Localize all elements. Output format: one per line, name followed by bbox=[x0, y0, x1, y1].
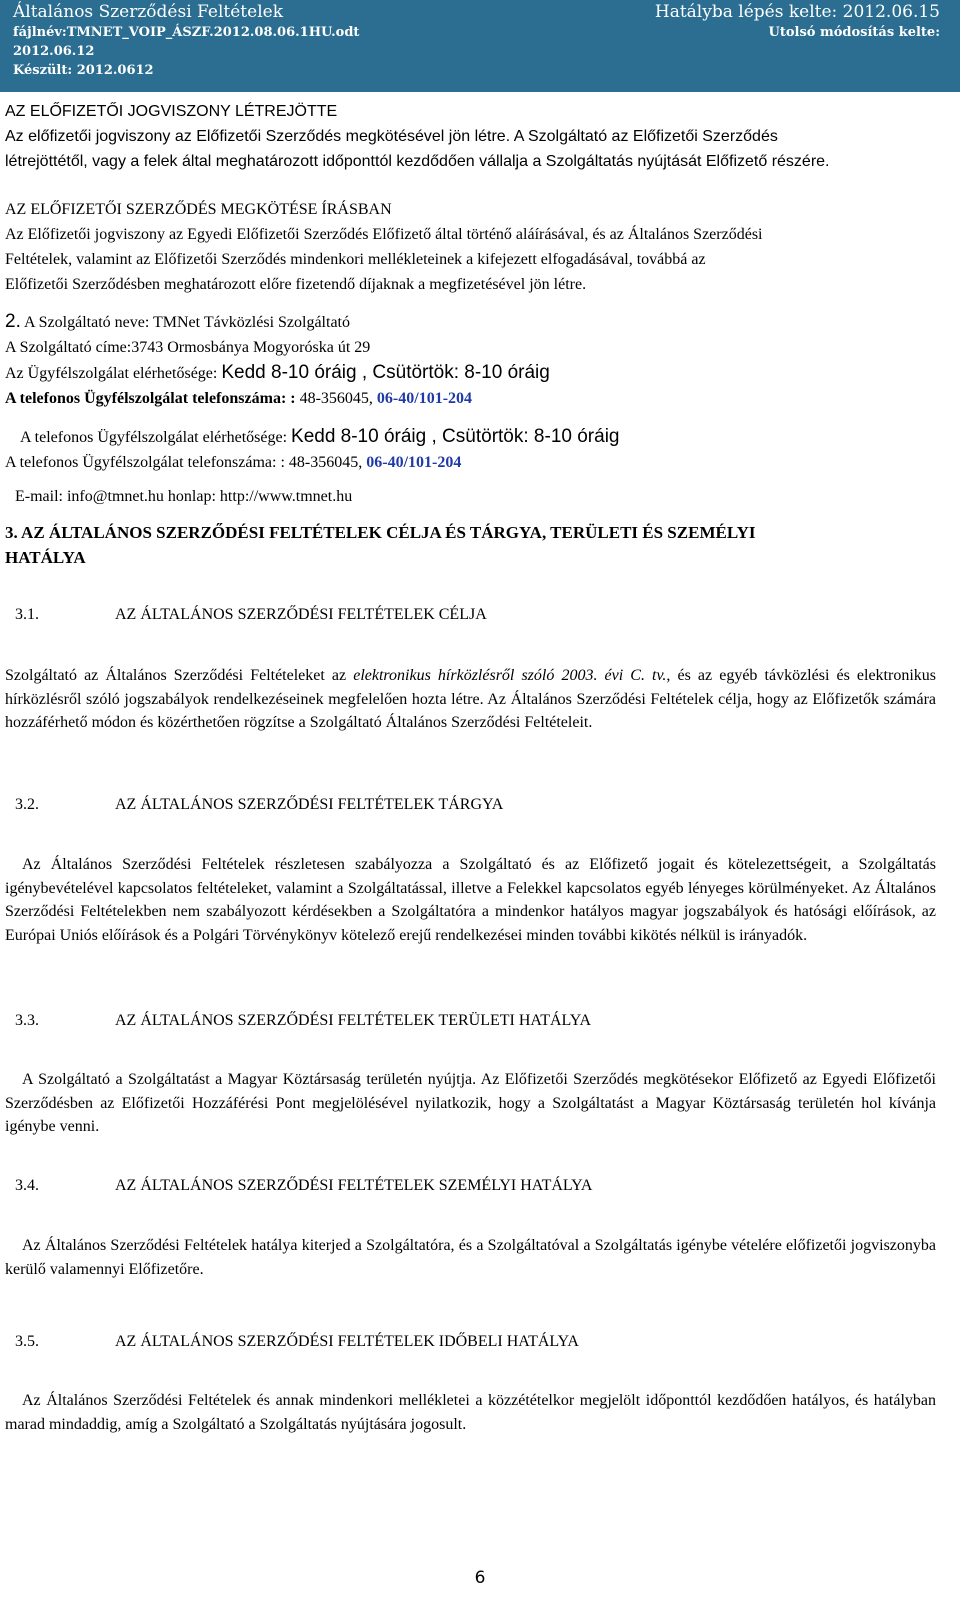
subsection-number: 3.4. bbox=[15, 1177, 39, 1194]
header-modified-date: Utolsó módosítás kelte: bbox=[768, 25, 940, 40]
subsection-number: 3.3. bbox=[15, 1012, 39, 1029]
phone-support-label: A telefonos Ügyfélszolgálat telefonszáma: : bbox=[5, 454, 285, 471]
paragraph-line: Az előfizetői jogviszony az Előfizetői Szerződés megkötésével jön létre. A Szolgáltató az Előfizetői Szerződés bbox=[5, 128, 778, 145]
paragraph-text: , és az egyéb távközlési és elektronikus hírközlésről szóló jogszabályok rendelkezéseinek megfelelően hozta létre. Az Általános Szerződési Feltételek célja, hogy az Előfizetők számára hozzáférhető módon és közérthetően rögzítse a Szolgáltató Általános Szerződési Feltételeit. bbox=[5, 667, 936, 731]
provider-name: A Szolgáltató neve: TMNet Távközlési Szolgáltató bbox=[23, 314, 350, 331]
subsection-paragraph-celja bbox=[5, 664, 936, 735]
paragraph-line: létrejöttétől, vagy a felek által meghatározott időponttól kezdődően vállalja a Szolgáltatás nyújtását Előfizető részére. bbox=[5, 153, 830, 170]
header-created: Készült: 2012.0612 bbox=[13, 63, 154, 78]
phone-support-availability-line bbox=[20, 427, 619, 448]
subsection-title-szemelyi: AZ ÁLTALÁNOS SZERZŐDÉSI FELTÉTELEK SZEMÉLYI HATÁLYA bbox=[115, 1177, 593, 1194]
phone-support-availability-label: A telefonos Ügyfélszolgálat elérhetősége: bbox=[20, 429, 288, 446]
contact-line: E-mail: info@tmnet.hu honlap: http://www.tmnet.hu bbox=[15, 488, 353, 505]
phone-support-link[interactable]: 06-40/101-204 bbox=[366, 454, 462, 471]
phone-support-number: 48-356045, bbox=[288, 454, 363, 471]
subsection-title-idobeli: AZ ÁLTALÁNOS SZERZŐDÉSI FELTÉTELEK IDŐBELI HATÁLYA bbox=[115, 1333, 579, 1350]
subsection-paragraph-idobeli: Az Általános Szerződési Feltételek és annak mindenkori mellékletei a közzétételkor megjelölt időponttól kezdődően hatályos, és hatályban marad mindaddig, amíg a Szolgáltató a Szolgáltatás nyújtására jogosult. bbox=[5, 1392, 936, 1433]
paragraph-line: Az Előfizetői jogviszony az Egyedi Előfizetői Szerződés Előfizető által történő aláírásával, és az Általános Szerződési bbox=[5, 226, 763, 243]
header-effective-date: Hatályba lépés kelte: 2012.06.15 bbox=[654, 2, 940, 22]
section-3-title-line1: 3. AZ ÁLTALÁNOS SZERZŐDÉSI FELTÉTELEK CÉLJA ÉS TÁRGYA, TERÜLETI ÉS SZEMÉLYI bbox=[5, 523, 756, 542]
header-date: 2012.06.12 bbox=[13, 44, 95, 59]
section-number: 2. bbox=[5, 311, 21, 332]
phone-support-number-line bbox=[5, 453, 461, 473]
paragraph-line: Feltételek, valamint az Előfizetői Szerződés mindenkori mellékleteinek a kifejezett elfogadásával, továbbá az bbox=[5, 251, 706, 268]
header-filename: fájlnév:TMNET_VOIP_ÁSZF.2012.08.06.1HU.odt bbox=[13, 25, 360, 40]
support-phone-link[interactable]: 06-40/101-204 bbox=[376, 390, 473, 407]
support-availability-line bbox=[5, 363, 550, 384]
section-title-jogviszony: AZ ELŐFIZETŐI JOGVISZONY LÉTREJÖTTE bbox=[5, 103, 338, 120]
support-phone-label: A telefonos Ügyfélszolgálat telefonszáma: : bbox=[5, 390, 296, 407]
section-title-szerzodes-irasban: AZ ELŐFIZETŐI SZERZŐDÉS MEGKÖTÉSE ÍRÁSBAN bbox=[5, 201, 392, 218]
section-3-title-line2: HATÁLYA bbox=[5, 548, 86, 567]
subsection-paragraph-targya: Az Általános Szerződési Feltételek részletesen szabályozza a Szolgáltató és az Előfizető jogait és kötelezettségeit, a Szolgáltatás igénybevételével kapcsolatos feltételeket, valamint a Szolgáltatással, illetve a Felekkel kapcsolatos egyéb lényeges körülményeket. Az Általános Szerződési Feltételekben nem szabályozott kérdésekben a Szolgáltatóra a mindenkor hatályos magyar jogszabályok és hatósági előírások, az Európai Uniós előírások és a Polgári Törvénykönyv kötelező erejű rendelkezései minden további kikötés nélkül is irányadók. bbox=[5, 856, 936, 944]
subsection-number: 3.2. bbox=[15, 796, 39, 813]
support-availability-label: Az Ügyfélszolgálat elérhetősége: bbox=[5, 365, 218, 382]
subsection-paragraph-szemelyi: Az Általános Szerződési Feltételek hatálya kiterjed a Szolgáltatóra, és a Szolgáltatóval a Szolgáltatás igénybe vételére előfizetői jogviszonyba kerülő valamennyi Előfizetőre. bbox=[5, 1237, 936, 1278]
support-availability-value: Kedd 8-10 óráig , Csütörtök: 8-10 óráig bbox=[221, 362, 550, 383]
phone-support-availability-value: Kedd 8-10 óráig , Csütörtök: 8-10 óráig bbox=[291, 426, 620, 447]
page-number: 6 bbox=[474, 1568, 486, 1588]
subsection-number: 3.5. bbox=[15, 1333, 39, 1350]
paragraph-line: Előfizetői Szerződésben meghatározott előre fizetendő díjaknak a megfizetésével jön létre. bbox=[5, 276, 587, 293]
provider-name-line bbox=[5, 312, 350, 333]
paragraph-text: Szolgáltató az Általános Szerződési Feltételeket az bbox=[5, 667, 354, 684]
document-header bbox=[0, 0, 960, 92]
support-phone-line bbox=[5, 389, 472, 409]
subsection-title-celja: AZ ÁLTALÁNOS SZERZŐDÉSI FELTÉTELEK CÉLJA bbox=[115, 606, 487, 623]
provider-address: A Szolgáltató címe:3743 Ormosbánya Mogyoróska út 29 bbox=[5, 339, 371, 356]
subsection-title-targya: AZ ÁLTALÁNOS SZERZŐDÉSI FELTÉTELEK TÁRGYA bbox=[115, 796, 504, 813]
subsection-title-teruleti: AZ ÁLTALÁNOS SZERZŐDÉSI FELTÉTELEK TERÜLETI HATÁLYA bbox=[115, 1012, 592, 1029]
law-reference: elektronikus hírközlésről szóló 2003. évi C. tv. bbox=[353, 667, 667, 684]
subsection-paragraph-teruleti: A Szolgáltató a Szolgáltatást a Magyar Köztársaság területén nyújtja. Az Előfizetői Szerződés megkötésekor Előfizető az Egyedi Előfizetői Szerződésben az Előfizetői Hozzáférési Pont megjelölésével nyilatkozik, hogy a Szolgáltatást a Magyar Köztársaság területén hol kívánja igénybe venni. bbox=[5, 1071, 936, 1135]
header-title: Általános Szerződési Feltételek bbox=[13, 2, 283, 22]
support-phone-number: 48-356045, bbox=[299, 390, 373, 407]
subsection-number: 3.1. bbox=[15, 606, 39, 623]
